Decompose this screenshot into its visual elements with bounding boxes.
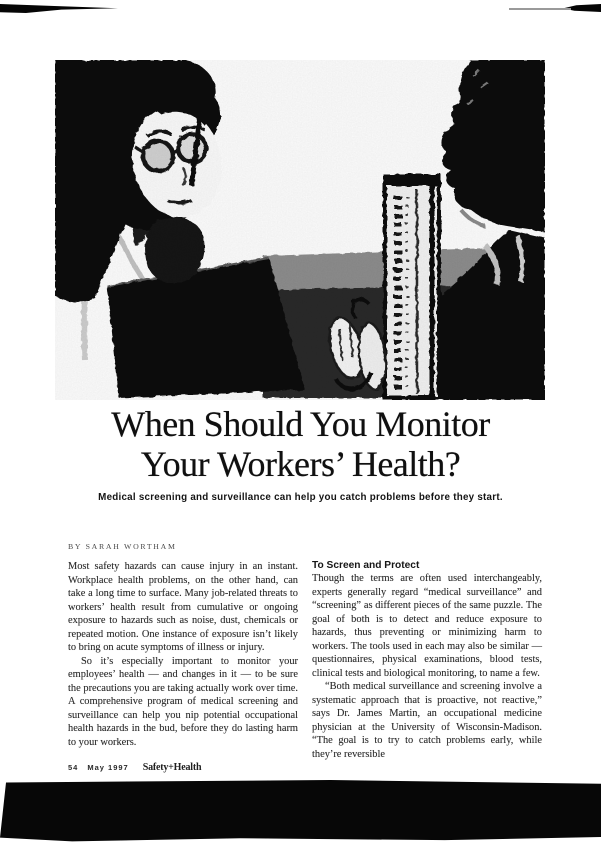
article-photo: [55, 60, 545, 400]
scan-artifact-bottom-bar: [0, 780, 601, 842]
scan-artifact-top-left: [0, 3, 118, 13]
article-title-line1: When Should You Monitor: [111, 404, 490, 444]
body-paragraph: So it’s especially important to monitor your employees’ health — and changes in it — to be sure the precautions you are taking actually work over time. A comprehensive program of medical screening and surveillance can help you nip potential occupational health hazards in the bud, before they do lasting harm to your workers.: [68, 655, 298, 748]
halftone-grain-overlay: [55, 60, 545, 400]
article-title-line2: Your Workers’ Health?: [140, 444, 461, 484]
article-body: [68, 560, 542, 761]
left-column: [68, 560, 298, 761]
issue-date: May 1997: [87, 763, 129, 772]
page-footer: [68, 762, 201, 773]
body-paragraph: Most safety hazards can cause injury in an instant. Workplace health problems, on the other hand, can take a long time to surface. Many job-related threats to workers’ health result from cumulative or ongoing exposure to hazards such as noise, dust, chemicals or repeated motion. One instance of exposure isn’t likely to bring on acute symptoms of illness or injury.: [68, 561, 298, 653]
scan-artifact-top-right-line: [509, 8, 571, 10]
photo-illustration: [55, 60, 545, 400]
right-column: [312, 560, 542, 761]
body-paragraph: “Both medical surveillance and screening involve a systematic approach that is proactive, not reactive,” says Dr. James Martin, an occupational medicine physician at the University of Wisconsin-Madison. “The goal is to try to catch problems early, while they’re reversible: [312, 681, 542, 760]
article-deck: Medical screening and surveillance can help you catch problems before they start.: [98, 492, 503, 503]
page-number: 54: [68, 763, 79, 772]
body-paragraph: Though the terms are often used interchangeably, experts generally regard “medical surveillance” and “screening” as different pieces of the same puzzle. The goal of both is to detect and reduce exposure to hazards, thus preventing or minimizing harm to workers. The tools used in each may also be similar — questionnaires, physical examinations, blood tests, clinical tests and biological monitoring, to name a few.: [312, 573, 542, 679]
magazine-name: Safety+Health: [142, 762, 202, 773]
article-title: [0, 404, 601, 484]
section-heading: To Screen and Protect: [312, 560, 420, 571]
byline: BY SARAH WORTHAM: [68, 542, 177, 551]
